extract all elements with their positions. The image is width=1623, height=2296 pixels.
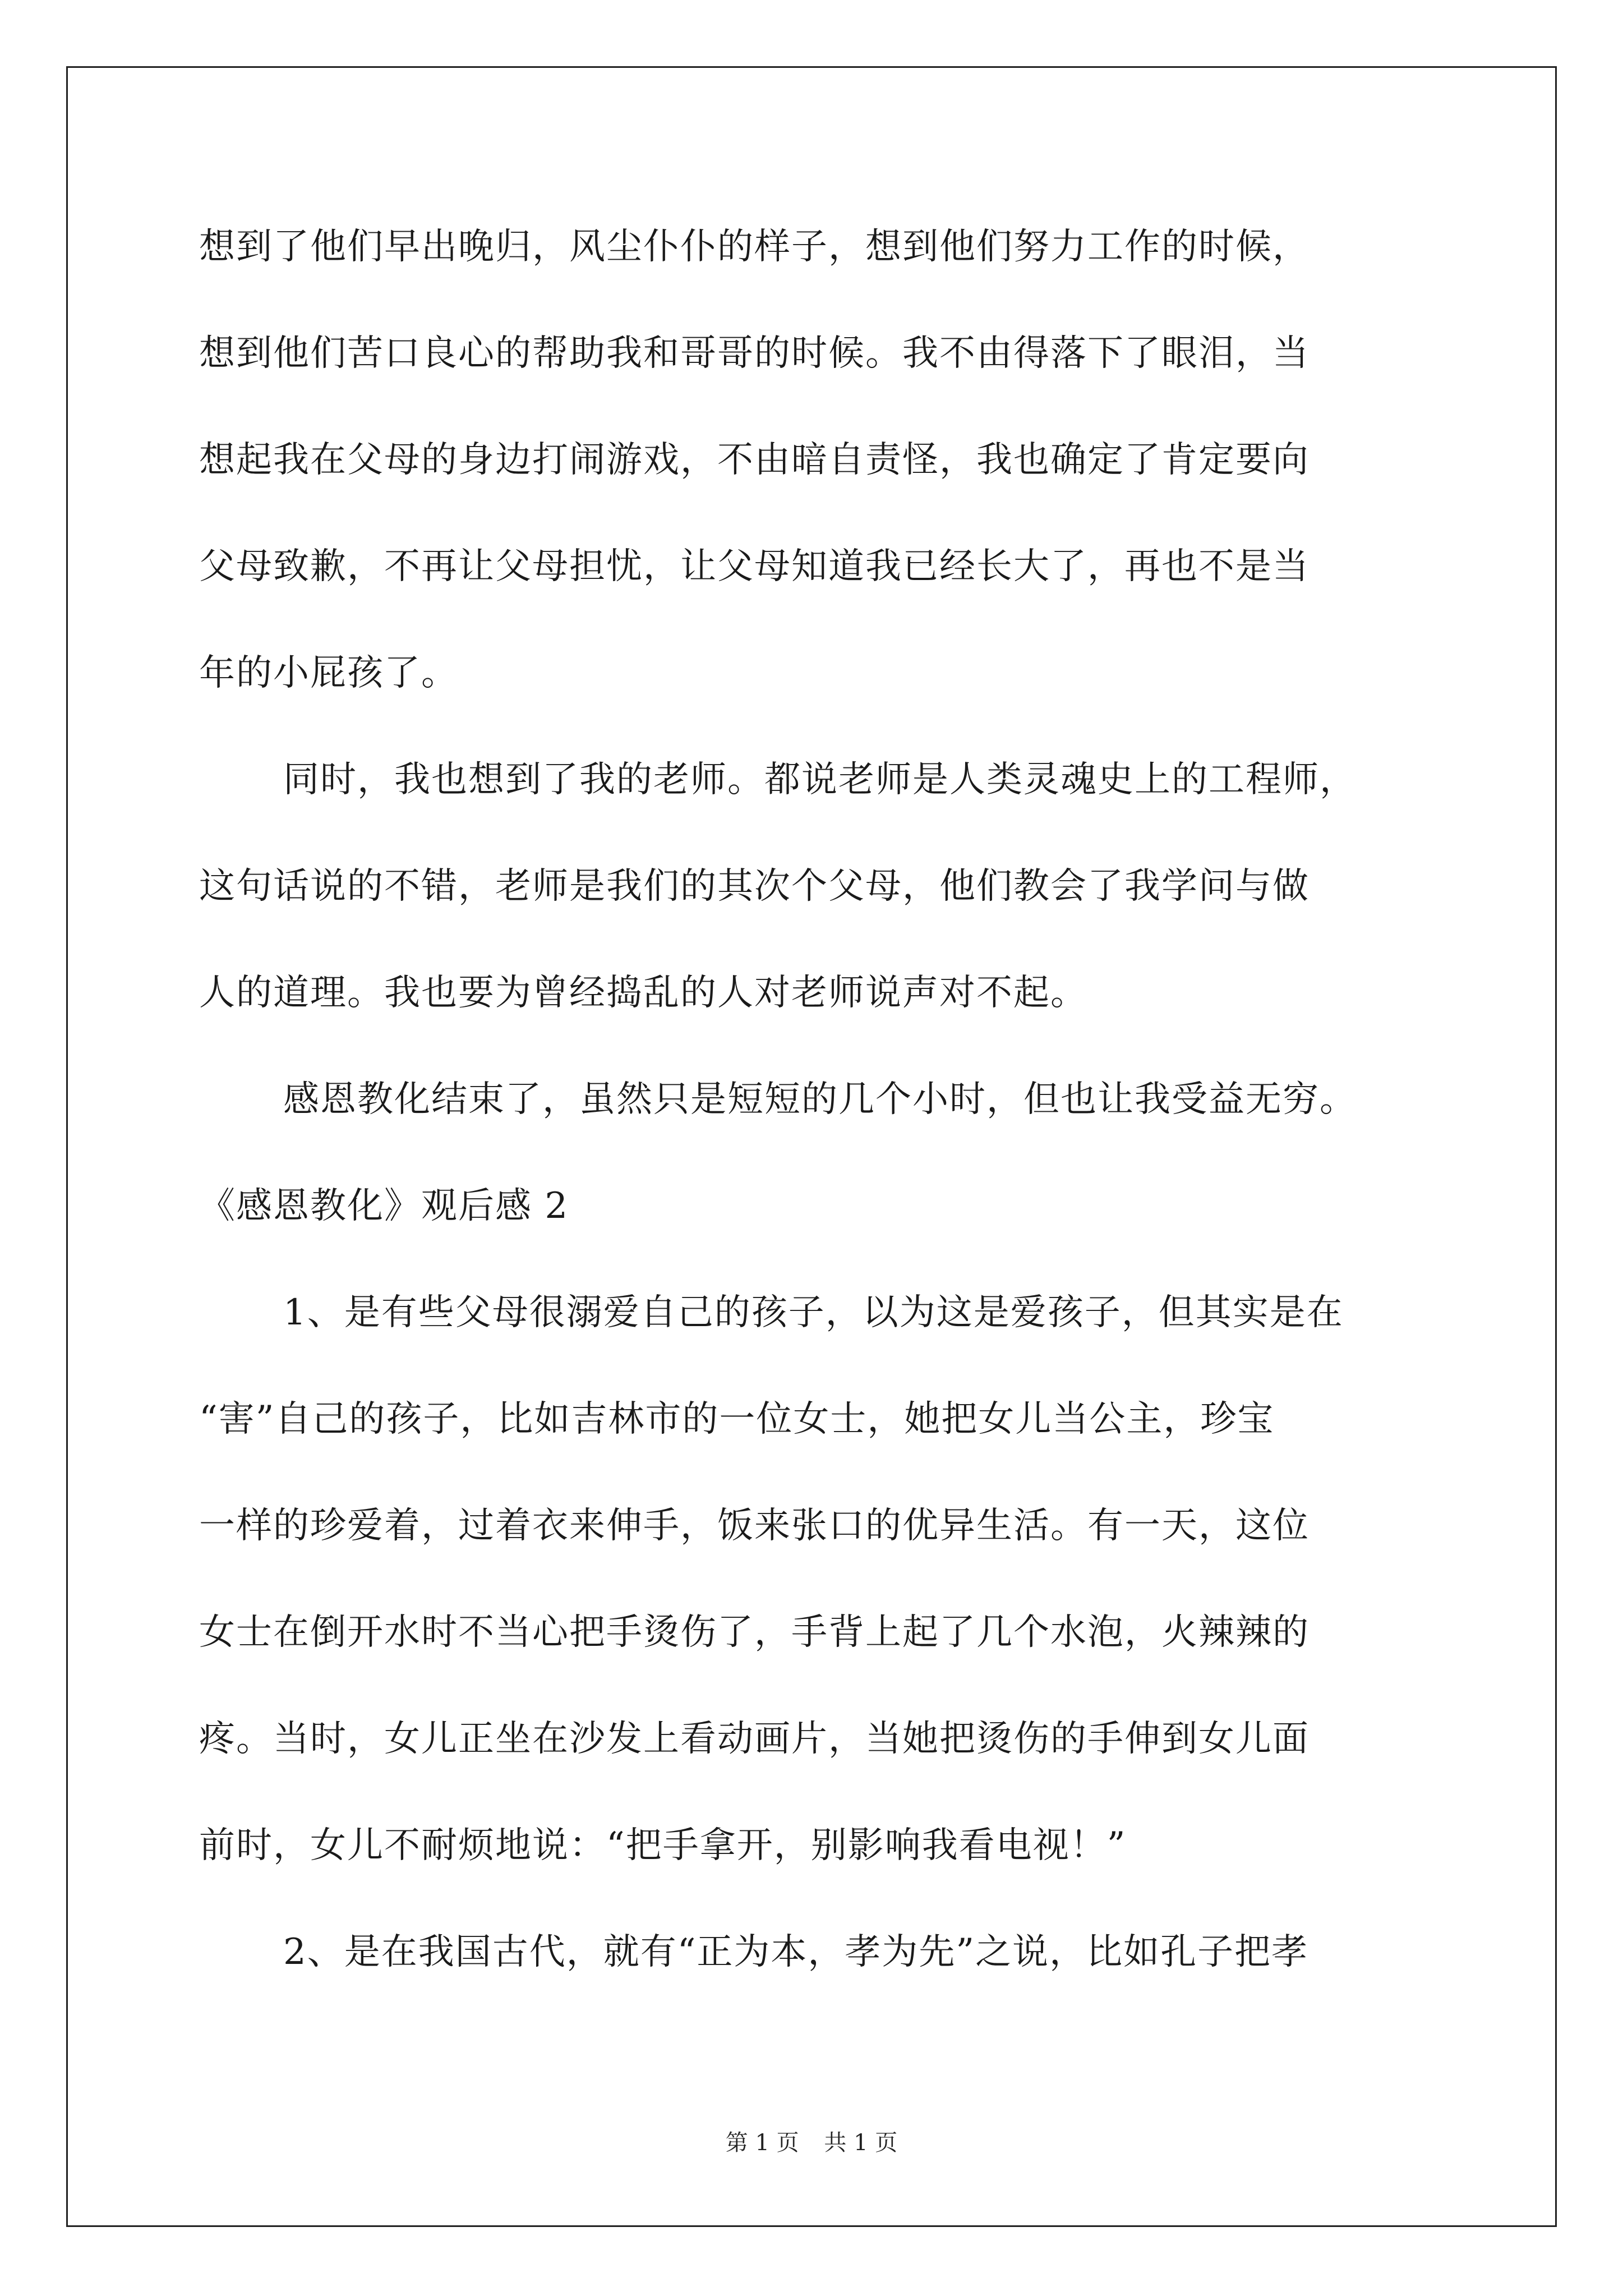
- text-line: 感恩教化结束了，虽然只是短短的几个小时，但也让我受益无穷。: [283, 1079, 1357, 1120]
- text-line: 人的道理。我也要为曾经捣乱的人对老师说声对不起。: [199, 972, 1087, 1014]
- text-line: 2、是在我国古代，就有“正为本，孝为先”之说，比如孔子把孝: [283, 1931, 1309, 1973]
- text-line: 想到他们苦口良心的帮助我和哥哥的时候。我不由得落下了眼泪，当: [199, 333, 1310, 374]
- text-line: 父母致歉，不再让父母担忧，让父母知道我已经长大了，再也不是当: [199, 546, 1310, 587]
- page-footer: [0, 2126, 1623, 2160]
- text-line: 1、是有些父母很溺爱自己的孩子，以为这是爱孩子，但其实是在: [283, 1292, 1344, 1333]
- text-line: 一样的珍爱着，过着衣来伸手，饭来张口的优异生活。有一天，这位: [199, 1505, 1310, 1547]
- text-line: 疼。当时，女儿正坐在沙发上看动画片，当她把烫伤的手伸到女儿面: [199, 1718, 1310, 1760]
- text-line: 想起我在父母的身边打闹游戏，不由暗自责怪，我也确定了肯定要向: [199, 439, 1310, 481]
- text-line: 女士在倒开水时不当心把手烫伤了，手背上起了几个水泡，火辣辣的: [199, 1612, 1310, 1653]
- text-line: 这句话说的不错，老师是我们的其次个父母，他们教会了我学问与做: [199, 866, 1310, 907]
- document-body: [199, 194, 1438, 2005]
- text-line: 想到了他们早出晚归，风尘仆仆的样子，想到他们努力工作的时候，: [199, 226, 1310, 268]
- text-line: 年的小屁孩了。: [199, 652, 458, 694]
- text-line: 《感恩教化》观后感 2: [199, 1185, 569, 1227]
- text-line: 前时，女儿不耐烦地说：“把手拿开，别影响我看电视！”: [199, 1825, 1127, 1866]
- page-number: 第 1 页: [725, 2130, 799, 2156]
- text-line: 同时，我也想到了我的老师。都说老师是人类灵魂史上的工程师，: [283, 759, 1357, 800]
- page-total: 共 1 页: [824, 2130, 898, 2156]
- text-line: “害”自己的孩子，比如吉林市的一位女士，她把女儿当公主，珍宝: [199, 1398, 1275, 1440]
